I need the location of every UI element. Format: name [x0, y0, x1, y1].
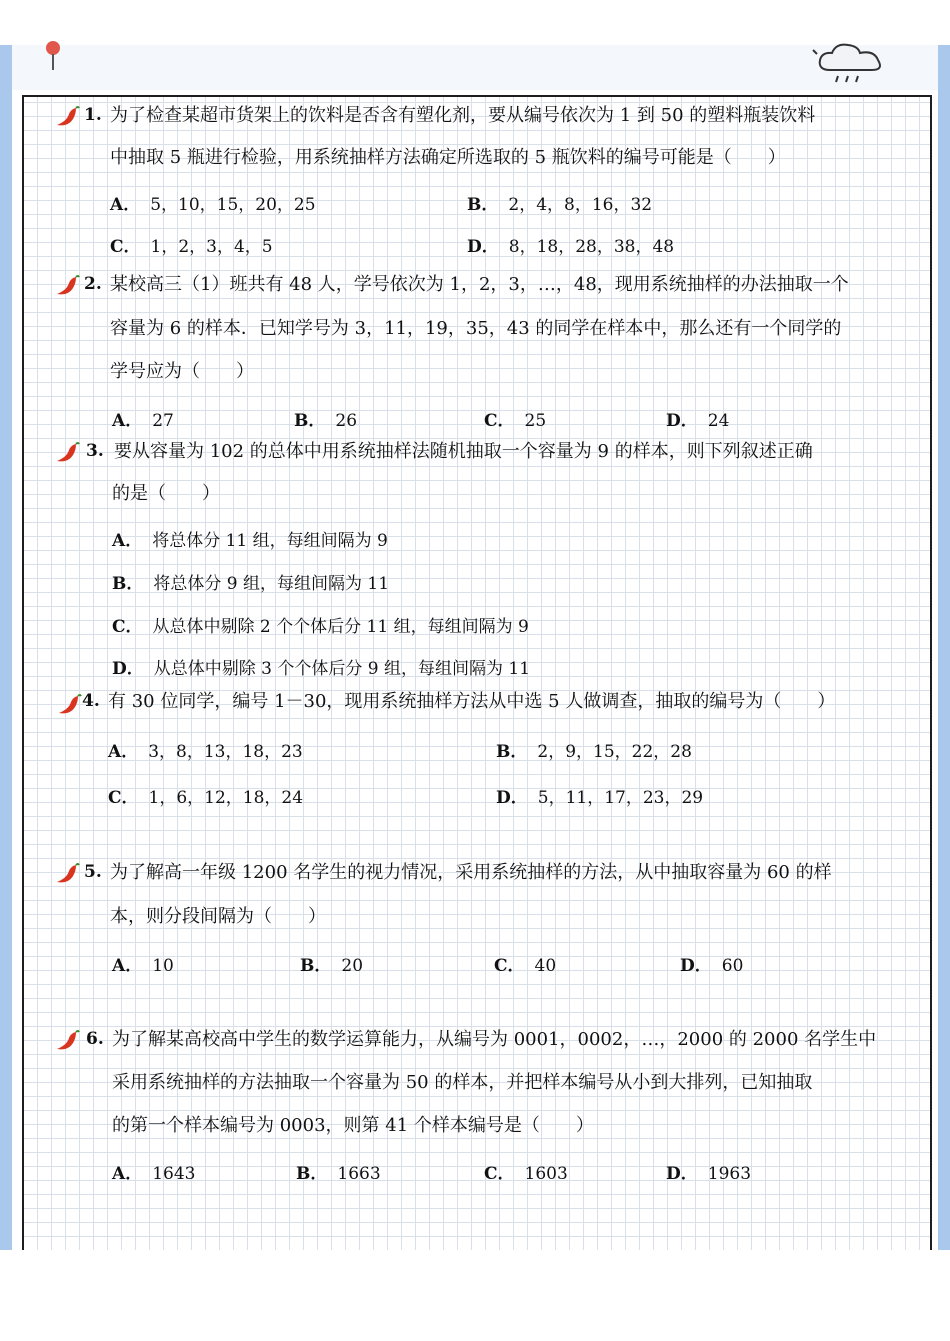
option-text: 26 — [335, 411, 358, 431]
pushpin-icon — [40, 40, 66, 72]
option-letter: D． — [467, 237, 499, 257]
option-letter: A． — [110, 195, 141, 215]
question-text-line: 中抽取 5 瓶进行检验，用系统抽样方法确定所选取的 5 瓶饮料的编号可能是（ ） — [110, 147, 786, 168]
question-text-line: 的是（ ） — [112, 483, 220, 504]
question-text-line: 为了解某高校高中学生的数学运算能力，从编号为 0001，0002，…，2000 的 2000 名学生中 — [112, 1029, 877, 1050]
option-a[interactable] — [112, 951, 174, 976]
question-number: 2. — [84, 274, 102, 294]
option-letter: A． — [112, 411, 143, 431]
option-letter: D． — [496, 788, 528, 808]
option-text: 2，9，15，22，28 — [537, 742, 692, 762]
option-letter: D． — [666, 1164, 698, 1184]
option-d[interactable] — [666, 406, 729, 431]
question-number: 3. — [86, 441, 104, 461]
option-text: 1603 — [524, 1164, 568, 1184]
option-b[interactable] — [294, 406, 357, 431]
option-letter: A． — [112, 531, 143, 551]
option-text: 1643 — [152, 1164, 196, 1184]
question-text-line: 本，则分段间隔为（ ） — [110, 906, 326, 927]
option-text: 27 — [152, 411, 174, 431]
question-number: 6. — [86, 1029, 104, 1049]
option-letter: B． — [300, 956, 332, 976]
chili-pepper-icon — [54, 1029, 80, 1053]
option-d[interactable] — [467, 232, 674, 257]
option-text: 2，4，8，16，32 — [508, 195, 653, 215]
option-text: 40 — [534, 956, 557, 976]
option-text: 5，10，15，20，25 — [150, 195, 316, 215]
left-border-strip — [0, 45, 12, 1250]
option-c[interactable] — [108, 783, 303, 808]
option-text: 10 — [152, 956, 174, 976]
option-text: 3，8，13，18，23 — [148, 742, 303, 762]
option-text: 5，11，17，23，29 — [537, 788, 704, 808]
right-border-strip — [938, 45, 950, 1250]
question-text-line: 某校高三（1）班共有 48 人，学号依次为 1，2，3，…，48，现用系统抽样的办法抽取一个 — [110, 274, 849, 295]
option-letter: B． — [294, 411, 326, 431]
option-text: 从总体中剔除 2 个个体后分 11 组，每组间隔为 9 — [152, 617, 529, 637]
option-letter: B． — [112, 574, 144, 594]
chili-pepper-icon — [54, 274, 80, 298]
option-text: 1，2，3，4，5 — [150, 237, 273, 257]
option-text: 从总体中剔除 3 个个体后分 9 组，每组间隔为 11 — [153, 659, 531, 679]
option-letter: C． — [494, 956, 525, 976]
option-letter: C． — [112, 617, 143, 637]
question-text-line: 为了检查某超市货架上的饮料是否含有塑化剂，要从编号依次为 1 到 50 的塑料瓶装饮料 — [110, 105, 816, 126]
option-letter: A． — [112, 956, 143, 976]
option-c[interactable] — [494, 951, 556, 976]
option-letter: C． — [108, 788, 139, 808]
option-a[interactable] — [112, 526, 388, 551]
option-letter: B． — [467, 195, 499, 215]
question-text-line: 容量为 6 的样本．已知学号为 3，11，19，35，43 的同学在样本中，那么还有一个同学的 — [110, 318, 842, 339]
option-text: 25 — [524, 411, 547, 431]
question-text-line: 要从容量为 102 的总体中用系统抽样法随机抽取一个容量为 9 的样本，则下列叙述正确 — [114, 441, 813, 462]
option-a[interactable] — [110, 190, 316, 215]
chili-pepper-icon — [54, 105, 80, 129]
option-text: 20 — [341, 956, 364, 976]
question-text-line: 有 30 位同学，编号 1－30，现用系统抽样方法从中选 5 人做调查，抽取的编号为（ ） — [108, 691, 836, 712]
question-number: 1. — [84, 105, 102, 125]
option-b[interactable] — [467, 190, 652, 215]
option-text: 1，6，12，18，24 — [148, 788, 304, 808]
option-text: 将总体分 11 组，每组间隔为 9 — [152, 531, 388, 551]
option-letter: D． — [680, 956, 712, 976]
option-a[interactable] — [108, 737, 303, 762]
option-text: 1663 — [337, 1164, 381, 1184]
option-letter: D． — [666, 411, 698, 431]
option-letter: B． — [496, 742, 528, 762]
option-letter: A． — [112, 1164, 143, 1184]
option-letter: D． — [112, 659, 144, 679]
option-letter: C． — [110, 237, 141, 257]
option-letter: A． — [108, 742, 139, 762]
option-c[interactable] — [110, 232, 273, 257]
option-b[interactable] — [496, 737, 692, 762]
question-text-line: 的第一个样本编号为 0003，则第 41 个样本编号是（ ） — [112, 1115, 594, 1136]
header-band — [12, 45, 938, 90]
option-text: 8，18，28，38，48 — [508, 237, 675, 257]
option-b[interactable] — [296, 1159, 381, 1184]
chili-pepper-icon — [54, 441, 80, 465]
rain-cloud-icon — [812, 40, 892, 86]
question-number: 4. — [82, 691, 100, 711]
option-d[interactable] — [112, 654, 530, 679]
question-text-line: 为了解高一年级 1200 名学生的视力情况，采用系统抽样的方法，从中抽取容量为 60 的样 — [110, 862, 832, 883]
option-a[interactable] — [112, 406, 174, 431]
question-text-line: 采用系统抽样的方法抽取一个容量为 50 的样本，并把样本编号从小到大排列，已知抽取 — [112, 1072, 813, 1093]
option-text: 将总体分 9 组，每组间隔为 11 — [153, 574, 390, 594]
option-letter: B． — [296, 1164, 328, 1184]
option-text: 24 — [707, 411, 730, 431]
option-letter: C． — [484, 1164, 515, 1184]
option-text: 1963 — [707, 1164, 752, 1184]
option-d[interactable] — [666, 1159, 751, 1184]
question-text-line: 学号应为（ ） — [110, 361, 254, 382]
option-letter: C． — [484, 411, 515, 431]
chili-pepper-icon — [56, 693, 82, 717]
option-d[interactable] — [680, 951, 743, 976]
question-number: 5. — [84, 862, 102, 882]
option-text: 60 — [721, 956, 744, 976]
option-d[interactable] — [496, 783, 703, 808]
option-c[interactable] — [484, 1159, 568, 1184]
option-c[interactable] — [112, 612, 529, 637]
option-b[interactable] — [300, 951, 363, 976]
option-b[interactable] — [112, 569, 389, 594]
option-a[interactable] — [112, 1159, 195, 1184]
option-c[interactable] — [484, 406, 546, 431]
chili-pepper-icon — [54, 862, 80, 886]
